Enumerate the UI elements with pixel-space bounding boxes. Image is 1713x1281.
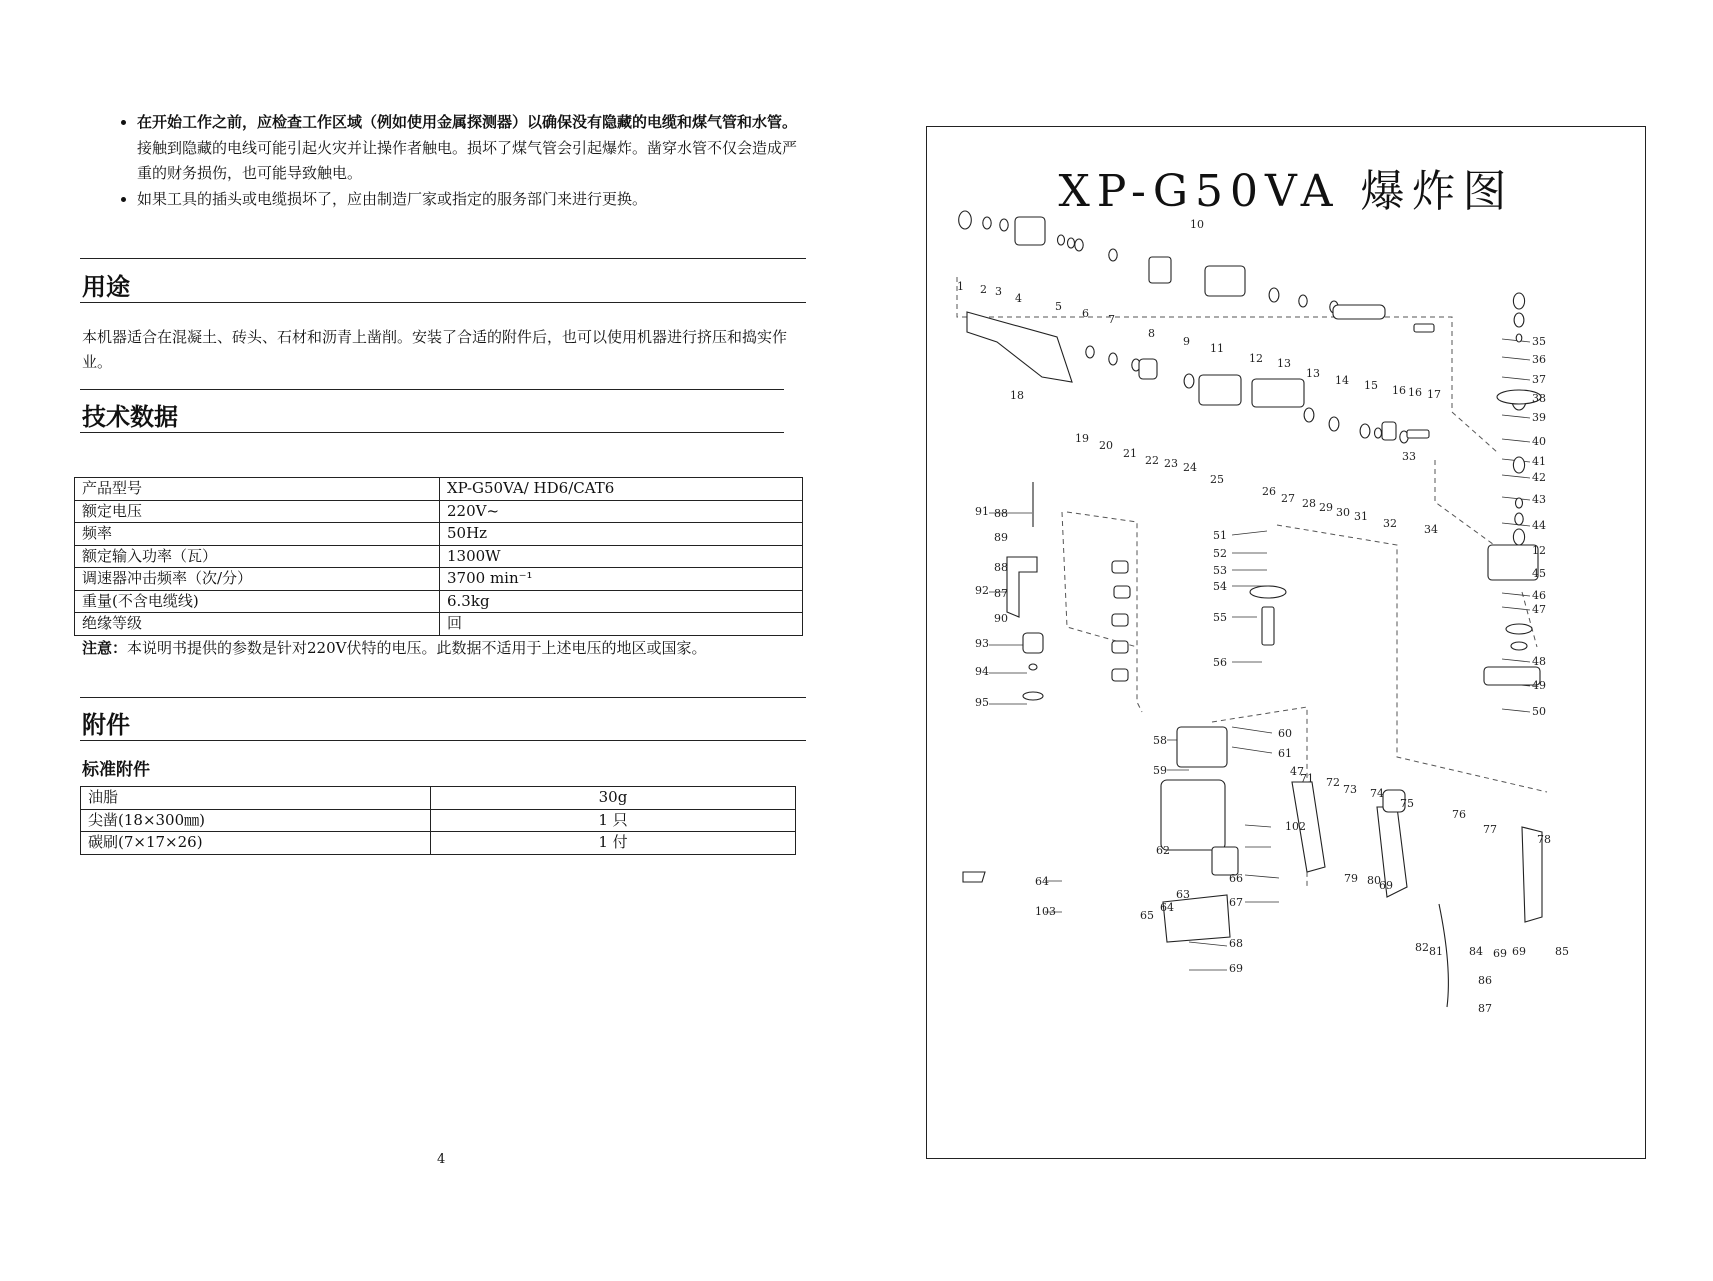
part-number-label: 88 (994, 507, 1008, 520)
part-number-label: 46 (1532, 589, 1546, 602)
note-label: 注意： (82, 639, 128, 657)
clamp-part (1112, 641, 1128, 653)
part-number-label: 42 (1532, 471, 1546, 484)
leader-line (1232, 531, 1267, 535)
ring-part (1109, 353, 1117, 365)
bearing-holder-part (1250, 586, 1286, 598)
part-number-label: 39 (1532, 411, 1546, 424)
part-number-label: 81 (1429, 945, 1443, 958)
knob-part (1023, 633, 1043, 653)
armature-part (1262, 607, 1274, 645)
usage-title: 用途 (82, 272, 130, 301)
safety-warning-text: 接触到隐藏的电线可能引起火灾并让操作者触电。损坏了煤气管会引起爆炸。凿穿水管不仅会造成严重的财务损伤，也可能导致触电。 (137, 138, 798, 182)
safety-list (80, 110, 810, 212)
leader-line (1502, 659, 1530, 662)
part-number-label: 82 (1415, 941, 1429, 954)
part-number-label: 95 (975, 696, 989, 709)
part-number-label: 62 (1156, 844, 1170, 857)
safety-item (137, 110, 810, 187)
part-number-label: 94 (975, 665, 989, 678)
leader-line (1502, 377, 1530, 380)
part-number-label: 65 (1140, 909, 1154, 922)
part-number-label: 87 (1478, 1002, 1492, 1015)
leader-line (1189, 942, 1227, 946)
spec-value: 回 (440, 613, 803, 636)
foot-part (1023, 692, 1043, 700)
washer-part (1511, 642, 1527, 650)
spec-key: 绝缘等级 (75, 613, 440, 636)
ring-part (1068, 238, 1075, 248)
part-number-label: 79 (1344, 872, 1358, 885)
tech-title: 技术数据 (82, 402, 178, 431)
part-number-label: 53 (1213, 564, 1227, 577)
divider (80, 258, 806, 259)
part-number-label: 7 (1108, 313, 1115, 326)
divider (80, 740, 806, 741)
spec-table (74, 477, 803, 636)
part-number-label: 5 (1055, 300, 1062, 313)
part-number-label: 20 (1099, 439, 1113, 452)
ring-part (1329, 417, 1339, 431)
spec-value: 50Hz (440, 523, 803, 546)
part-number-label: 22 (1145, 454, 1159, 467)
part-number-label: 4 (1015, 292, 1022, 305)
part-number-label: 88 (994, 561, 1008, 574)
part-number-label: 8 (1148, 327, 1155, 340)
exploded-diagram (927, 127, 1645, 1158)
part-number-label: 14 (1335, 374, 1349, 387)
part-number-label: 18 (1010, 389, 1024, 402)
spec-key: 产品型号 (75, 478, 440, 501)
ring-part (1058, 235, 1065, 245)
part-number-label: 77 (1483, 823, 1497, 836)
part-number-label: 58 (1153, 734, 1167, 747)
part-number-label: 60 (1278, 727, 1292, 740)
usage-text: 本机器适合在混凝土、砖头、石材和沥青上凿削。安装了合适的附件后，也可以使用机器进行挤压和捣实作业。 (82, 328, 788, 371)
ring-part (1516, 498, 1523, 508)
gear-part (1382, 422, 1396, 440)
part-number-label: 9 (1183, 335, 1190, 348)
spindle-part (1333, 305, 1385, 319)
leader-line (1232, 727, 1272, 733)
nose-cap-part (1015, 217, 1045, 245)
part-number-label: 11 (1210, 342, 1224, 355)
accessories-subtitle: 标准附件 (82, 760, 150, 780)
part-number-label: 47 (1532, 603, 1546, 616)
table-row (75, 523, 803, 546)
accessory-qty: 1 只 (431, 809, 796, 832)
ring-part (1109, 249, 1117, 261)
part-number-label: 61 (1278, 747, 1292, 760)
spec-value: 220V~ (440, 500, 803, 523)
leader-line (1232, 747, 1272, 753)
table-row (81, 809, 796, 832)
part-number-label: 51 (1213, 529, 1227, 542)
ring-part (1184, 374, 1194, 388)
part-number-label: 55 (1213, 611, 1227, 624)
chisel-part (963, 872, 985, 882)
exploded-diagram-frame (926, 126, 1646, 1159)
cylinder-part (1199, 375, 1241, 405)
part-number-label: 35 (1532, 335, 1546, 348)
accessory-qty: 1 付 (431, 832, 796, 855)
part-number-label: 33 (1402, 450, 1416, 463)
part-number-label: 12 (1249, 352, 1263, 365)
cylinder-flange-part (1205, 266, 1245, 296)
motor-housing-part (1161, 780, 1225, 850)
table-row (81, 787, 796, 810)
nut-part (1029, 664, 1037, 670)
spec-value: 6.3kg (440, 590, 803, 613)
part-number-label: 47 (1290, 765, 1304, 778)
part-number-label: 63 (1176, 888, 1190, 901)
ring-part (1299, 295, 1307, 307)
leader-lines (989, 339, 1530, 970)
ring-part (1269, 288, 1279, 302)
divider (80, 432, 784, 433)
part-number-label: 102 (1285, 820, 1306, 833)
table-row (75, 568, 803, 591)
part-number-label: 2 (980, 283, 987, 296)
ring-part (1515, 513, 1523, 525)
part-number-label: 68 (1229, 937, 1243, 950)
safety-warning-bold: 在开始工作之前，应检查工作区域（例如使用金属探测器）以确保没有隐藏的电缆和煤气管和水管。 (137, 113, 798, 131)
accessory-name: 油脂 (81, 787, 431, 810)
part-number-label: 64 (1160, 901, 1174, 914)
part-number-label: 19 (1075, 432, 1089, 445)
ring-part (1513, 457, 1524, 473)
safety-plug-text: 如果工具的插头或电缆损坏了，应由制造厂家或指定的服务部门来进行更换。 (137, 189, 648, 208)
part-number-label: 38 (1532, 392, 1546, 405)
part-number-label: 72 (1326, 776, 1340, 789)
table-row (81, 832, 796, 855)
sleeve-part (1139, 359, 1157, 379)
part-number-label: 56 (1213, 656, 1227, 669)
accessories-title: 附件 (82, 710, 130, 739)
part-number-label: 50 (1532, 705, 1546, 718)
part-number-label: 54 (1213, 580, 1227, 593)
ring-part (1514, 313, 1524, 327)
divider (80, 697, 806, 698)
pin-part (1414, 324, 1434, 332)
part-number-label: 91 (975, 505, 989, 518)
part-number-label: 44 (1532, 519, 1546, 532)
part-number-label: 52 (1213, 547, 1227, 560)
part-number-label: 89 (994, 531, 1008, 544)
part-number-label: 48 (1532, 655, 1546, 668)
table-row (75, 500, 803, 523)
part-number-label: 69 (1512, 945, 1526, 958)
ring-part (1516, 334, 1522, 342)
part-number-label: 23 (1164, 457, 1178, 470)
part-number-label: 32 (1383, 517, 1397, 530)
part-number-label: 69 (1229, 962, 1243, 975)
ring-part (1000, 219, 1008, 231)
part-number-label: 75 (1400, 797, 1414, 810)
accessory-name: 碳刷(7×17×26) (81, 832, 431, 855)
leader-line (1502, 357, 1530, 360)
part-number-label: 71 (1300, 772, 1314, 785)
ring-part (1360, 424, 1370, 438)
part-number-label: 49 (1532, 679, 1546, 692)
ring-part (1375, 428, 1382, 438)
leader-line (1502, 607, 1530, 610)
part-number-label: 16 (1392, 384, 1406, 397)
clamp-part (1112, 561, 1128, 573)
part-number-label: 10 (1190, 218, 1204, 231)
part-number-label: 27 (1281, 492, 1295, 505)
part-number-label: 64 (1035, 875, 1049, 888)
part-number-label: 36 (1532, 353, 1546, 366)
part-number-label: 87 (994, 587, 1008, 600)
part-number-label: 73 (1343, 783, 1357, 796)
clamp-part (1114, 586, 1130, 598)
safety-item (137, 187, 810, 213)
part-number-label: 12 (1532, 544, 1546, 557)
part-number-label: 13 (1306, 367, 1320, 380)
part-number-label: 76 (1452, 808, 1466, 821)
part-number-label: 93 (975, 637, 989, 650)
spec-value: 1300W (440, 545, 803, 568)
leader-line (1245, 875, 1279, 878)
safety-section (80, 110, 810, 212)
bearing-part (1506, 624, 1532, 634)
part-number-label: 28 (1302, 497, 1316, 510)
leader-line (1502, 709, 1530, 712)
fan-part (1212, 847, 1238, 875)
part-number-label: 41 (1532, 455, 1546, 468)
table-row (75, 545, 803, 568)
part-number-label: 69 (1493, 947, 1507, 960)
spec-value: XP-G50VA/ HD6/CAT6 (440, 478, 803, 501)
clamp-part (1112, 669, 1128, 681)
divider (80, 302, 806, 303)
part-number-label: 3 (995, 285, 1002, 298)
part-number-label: 15 (1364, 379, 1378, 392)
gear-box-part (1488, 545, 1538, 580)
part-number-label: 21 (1123, 447, 1137, 460)
spec-key: 调速器冲击频率（次/分） (75, 568, 440, 591)
part-number-label: 29 (1319, 501, 1333, 514)
part-number-label: 86 (1478, 974, 1492, 987)
part-number-label: 43 (1532, 493, 1546, 506)
nut-part (1149, 257, 1171, 283)
accessory-qty: 30g (431, 787, 796, 810)
ring-part (959, 211, 972, 229)
ring-part (1513, 529, 1524, 545)
part-number-label: 92 (975, 584, 989, 597)
stator-part (1177, 727, 1227, 767)
part-number-label: 85 (1555, 945, 1569, 958)
part-number-label: 24 (1183, 461, 1197, 474)
ring-part (1304, 408, 1314, 422)
divider (80, 389, 784, 390)
voltage-note (82, 637, 706, 658)
ring-part (1513, 293, 1524, 309)
part-number-label: 26 (1262, 485, 1276, 498)
table-row (75, 590, 803, 613)
handle-cover-part (967, 312, 1072, 382)
table-row (75, 613, 803, 636)
spec-key: 额定电压 (75, 500, 440, 523)
accessories-table (80, 786, 796, 855)
page-number: 4 (437, 1152, 446, 1167)
part-number-label: 25 (1210, 473, 1224, 486)
part-number-label: 34 (1424, 523, 1438, 536)
part-number-label: 40 (1532, 435, 1546, 448)
part-number-label: 13 (1277, 357, 1291, 370)
ring-part (1075, 239, 1083, 251)
part-number-label: 16 (1408, 386, 1422, 399)
spec-key: 频率 (75, 523, 440, 546)
leader-line (1245, 825, 1271, 827)
diagram-title: XP-G50VA 爆炸图 (1058, 166, 1514, 217)
part-number-label: 37 (1532, 373, 1546, 386)
accessory-name: 尖凿(18×300㎜) (81, 809, 431, 832)
leader-line (1502, 439, 1530, 442)
part-number-label: 103 (1035, 905, 1056, 918)
shaft-part (1407, 430, 1429, 438)
part-number-label: 17 (1427, 388, 1441, 401)
note-text: 本说明书提供的参数是针对220V伏特的电压。此数据不适用于上述电压的地区或国家。 (127, 639, 707, 657)
part-number-label: 30 (1336, 506, 1350, 519)
table-row (75, 478, 803, 501)
part-number-label: 80 (1367, 874, 1381, 887)
part-number-label: 69 (1379, 879, 1393, 892)
clamp-part (1112, 614, 1128, 626)
part-number-label: 66 (1229, 872, 1243, 885)
part-number-label: 90 (994, 612, 1008, 625)
leader-line (1502, 415, 1530, 418)
ring-part (983, 217, 991, 229)
part-number-label: 6 (1082, 307, 1089, 320)
part-number-label: 67 (1229, 896, 1243, 909)
rotor-part (1252, 379, 1304, 407)
part-number-label: 31 (1354, 510, 1368, 523)
part-number-label: 84 (1469, 945, 1483, 958)
part-number-label: 74 (1370, 787, 1384, 800)
leader-line (1502, 475, 1530, 478)
ring-part (1086, 346, 1094, 358)
leader-line (1502, 593, 1530, 596)
spec-value: 3700 min⁻¹ (440, 568, 803, 591)
side-handle-part (1007, 557, 1037, 617)
spec-key: 重量(不含电缆线) (75, 590, 440, 613)
part-number-label: 45 (1532, 567, 1546, 580)
part-number-label: 59 (1153, 764, 1167, 777)
part-number-label: 1 (957, 280, 964, 293)
spec-key: 额定输入功率（瓦） (75, 545, 440, 568)
part-number-label: 78 (1537, 833, 1551, 846)
